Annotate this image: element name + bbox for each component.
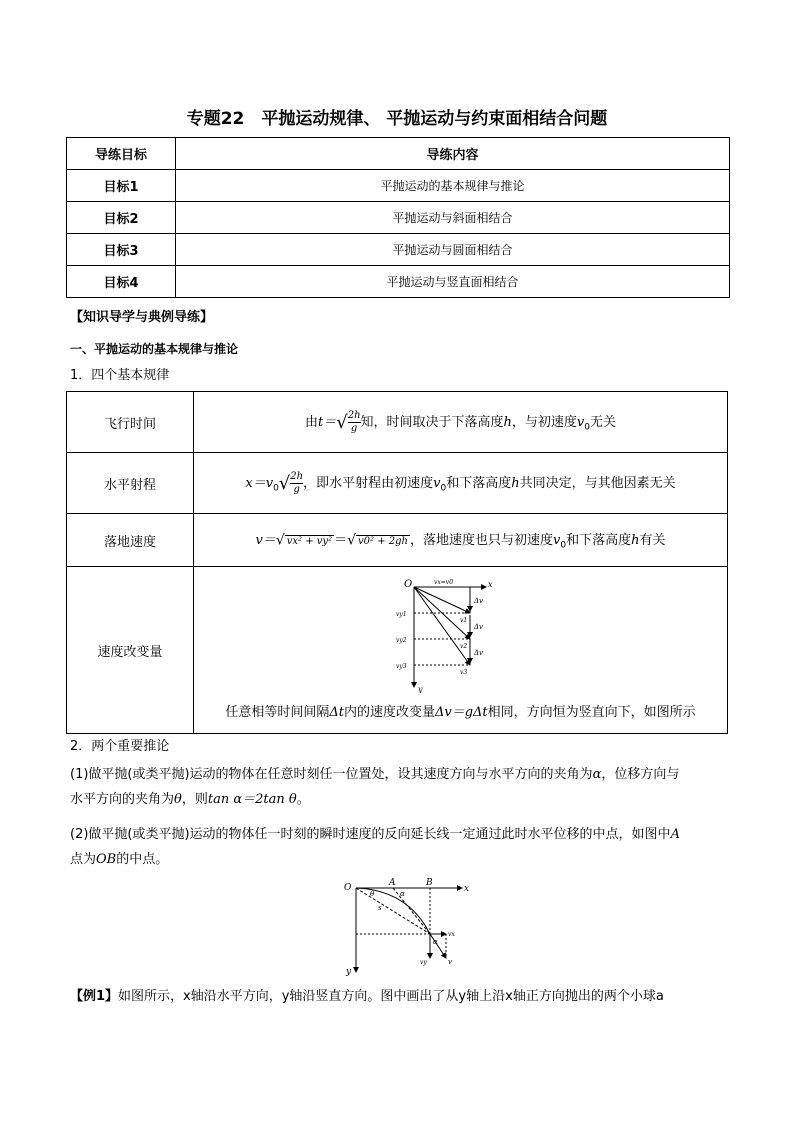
denominator: g: [293, 483, 300, 495]
label-vx: vx=v0: [433, 579, 453, 586]
text: 水平方向的夹角为: [70, 792, 175, 807]
radical-icon: √: [275, 532, 285, 549]
sub-heading: 一、平抛运动的基本规律与推论: [70, 342, 239, 356]
math-dv: Δv＝gΔt: [434, 705, 488, 720]
math-v0: v: [553, 533, 561, 549]
text: 知，时间取决于下落高度: [360, 414, 504, 430]
table-row: [67, 514, 728, 567]
label-v: v: [448, 958, 452, 966]
goal-cell: 目标2: [67, 202, 176, 234]
math-v: v＝: [255, 533, 276, 549]
label-v2: v2: [459, 643, 467, 650]
corollary-1: [70, 762, 730, 812]
label-x: x: [464, 884, 470, 894]
text: 内的速度改变量: [343, 705, 435, 720]
table-row: [67, 266, 730, 298]
content-cell: 平抛运动与圆面相结合: [176, 234, 730, 266]
text: 无关: [590, 414, 617, 430]
flight-time-formula: [194, 392, 728, 453]
text: 共同决定，与其他因素无关: [519, 475, 676, 491]
numerator: 2h: [347, 409, 361, 421]
label-v3: v3: [459, 669, 467, 676]
math-h: h: [631, 533, 640, 549]
math-h: h: [511, 475, 520, 491]
velocity-change-cell: [194, 567, 728, 734]
table-row: [67, 453, 728, 514]
range-formula: [194, 453, 728, 514]
goal-cell: 目标4: [67, 266, 176, 298]
header-content: 导练内容: [176, 138, 730, 170]
denominator: g: [350, 422, 358, 434]
numerator: 2h: [290, 470, 304, 482]
text: ，落地速度也只与初速度: [410, 533, 554, 549]
math-t: t＝: [317, 414, 337, 430]
label-vy1: vy1: [395, 611, 407, 618]
math-A: A: [670, 827, 680, 842]
text: ，则: [181, 792, 208, 807]
math-dt: Δt: [329, 705, 344, 720]
radicand: v0² + 2gh: [358, 536, 408, 548]
example-text: 如图所示，x轴沿水平方向，y轴沿竖直方向。图中画出了从y轴上沿x轴正方向抛出的两个小球a: [118, 989, 664, 1004]
subscript: 0: [273, 483, 279, 494]
fraction: [290, 471, 303, 496]
radical-icon: √: [336, 411, 348, 433]
radical-icon: √: [278, 472, 291, 494]
label-y: y: [346, 967, 352, 977]
text: ，与初速度: [511, 414, 577, 430]
text: 点为: [70, 852, 97, 867]
laws-table: [66, 391, 728, 734]
math-tan-eq: tan α＝2tan θ: [207, 792, 297, 807]
goals-table: [66, 137, 730, 298]
subscript: 0: [560, 540, 567, 551]
landing-speed-formula: [194, 514, 728, 567]
text: ，位移方向与: [601, 767, 680, 782]
label-dv3: Δv: [473, 649, 483, 657]
range-label: 水平射程: [67, 453, 194, 514]
text: 。: [296, 792, 310, 807]
label-dv2: Δv: [473, 623, 483, 631]
label-dv1: Δv: [473, 597, 483, 605]
label-vy: vy: [420, 959, 427, 966]
text: ＝: [334, 533, 348, 549]
table-row: [67, 170, 730, 202]
math-alpha: α: [592, 767, 602, 782]
table-row: [67, 234, 730, 266]
goal-cell: 目标3: [67, 234, 176, 266]
fraction: [348, 410, 361, 435]
subscript: 0: [584, 422, 591, 433]
example-1: [70, 984, 734, 1009]
subscript: 0: [440, 483, 447, 494]
example-label: 【例1】: [70, 989, 119, 1004]
math-v0: v: [576, 414, 585, 430]
label-vy3: vy3: [395, 663, 407, 670]
label-vy2: vy2: [395, 637, 407, 644]
goal-cell: 目标1: [67, 170, 176, 202]
math-OB: OB: [96, 852, 117, 867]
label-theta: θ: [370, 890, 375, 898]
radicand: vx² + vy²: [286, 536, 333, 548]
math-h: h: [503, 414, 512, 430]
text: 由: [304, 414, 318, 430]
label-O: O: [403, 579, 412, 590]
label-y: y: [417, 685, 423, 693]
text: 和下落高度: [446, 475, 512, 491]
label-alpha: α: [400, 890, 405, 898]
math-theta: θ: [174, 792, 182, 807]
text: 有关: [639, 533, 666, 549]
velocity-change-diagram: [396, 575, 526, 693]
radical-icon: √: [347, 532, 357, 549]
text: 相同，方向恒为竖直向下，如图所示: [487, 705, 696, 720]
item-1-heading: 1．四个基本规律: [70, 368, 170, 383]
item-2-heading: 2．两个重要推论: [70, 739, 170, 754]
label-vx: vx: [448, 931, 455, 938]
table-row: [67, 202, 730, 234]
header-goal: 导练目标: [67, 138, 176, 170]
section-header: 【知识导学与典例导练】: [70, 310, 214, 325]
label-x: x: [487, 580, 493, 589]
text: (1)做平抛(或类平抛)运动的物体在任意时刻任一位置处，设其速度方向与水平方向的夹角为: [70, 767, 593, 782]
text: (2)做平抛(或类平抛)运动的物体任一时刻的瞬时速度的反向延长线一定通过此时水平位移的中点，如图中: [70, 827, 671, 842]
text: 任意相等时间间隔: [225, 705, 330, 720]
label-alpha-2: α: [433, 938, 438, 946]
label-v1: v1: [459, 617, 467, 624]
flight-time-label: 飞行时间: [67, 392, 194, 453]
velocity-change-label: 速度改变量: [67, 567, 194, 734]
page-title: 专题22 平抛运动规律、 平抛运动与约束面相结合问题: [186, 109, 608, 129]
content-cell: 平抛运动与斜面相结合: [176, 202, 730, 234]
landing-speed-label: 落地速度: [67, 514, 194, 567]
table-row: [67, 392, 728, 453]
label-O: O: [344, 883, 352, 893]
math-x: x＝v: [245, 475, 274, 491]
label-A: A: [389, 878, 396, 888]
table-header-row: [67, 138, 730, 170]
text: 的中点。: [116, 852, 169, 867]
content-cell: 平抛运动与竖直面相结合: [176, 266, 730, 298]
text: ，即水平射程由初速度: [303, 475, 434, 491]
corollary-2: [70, 822, 730, 872]
math-v0: v: [433, 475, 441, 491]
content-cell: 平抛运动的基本规律与推论: [176, 170, 730, 202]
label-s: s: [378, 904, 382, 912]
label-B: B: [426, 878, 433, 888]
velocity-change-caption: [194, 701, 727, 720]
text: 和下落高度: [566, 533, 632, 549]
table-row: [67, 567, 728, 734]
corollary-diagram: [338, 874, 474, 978]
